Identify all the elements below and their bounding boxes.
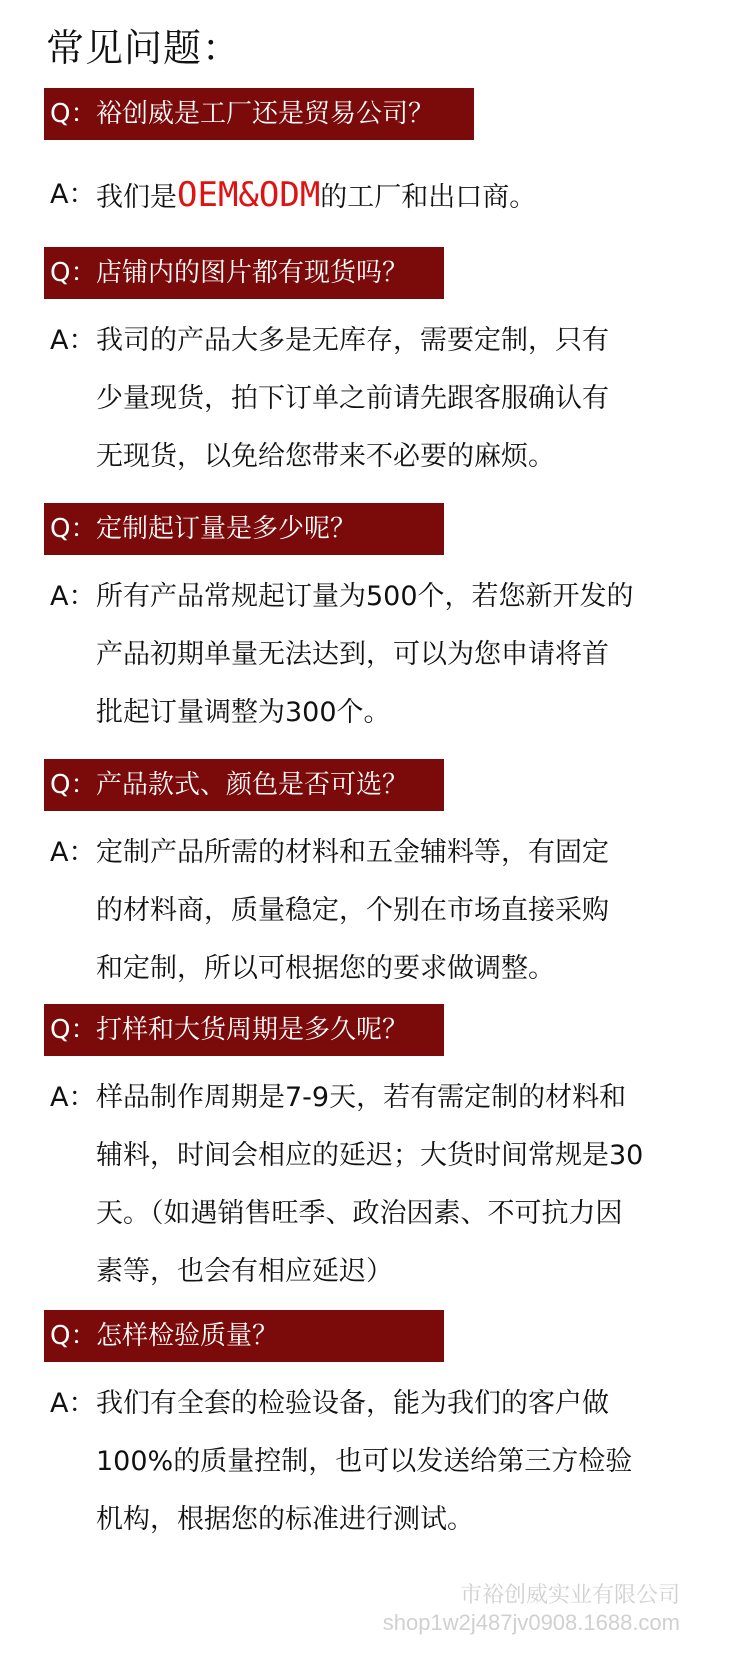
question-text: 店铺内的图片都有现货吗？ <box>96 258 409 288</box>
answer-line: 产品初期单量无法达到，可以为您申请将首 <box>96 639 609 670</box>
answer-line: 素等，也会有相应延迟） <box>96 1256 393 1287</box>
question-prefix: Q： <box>50 770 97 800</box>
answer-line <box>96 166 710 227</box>
answer-block-1 <box>50 166 710 227</box>
answer-text: 我们是 <box>96 182 177 213</box>
answer-prefix: A： <box>50 581 96 612</box>
question-bar-2 <box>44 247 444 299</box>
answer-line: 机构，根据您的标准进行测试。 <box>96 1504 474 1535</box>
answer-line: 我司的产品大多是无库存，需要定制，只有 <box>96 325 609 356</box>
question-prefix: Q： <box>50 514 97 544</box>
answer-line: 100%的质量控制，也可以发送给第三方检验 <box>96 1446 633 1477</box>
answer-block-6 <box>50 1375 710 1549</box>
question-prefix: Q： <box>50 1015 97 1045</box>
answer-line: 和定制，所以可根据您的要求做调整。 <box>96 953 555 984</box>
answer-line: 少量现货，拍下订单之前请先跟客服确认有 <box>96 383 609 414</box>
answer-block-5 <box>50 1069 710 1301</box>
answer-line: 的材料商，质量稳定，个别在市场直接采购 <box>96 895 609 926</box>
question-text: 打样和大货周期是多久呢？ <box>96 1015 409 1045</box>
answer-line: 批起订量调整为300个。 <box>96 697 391 728</box>
question-bar-4 <box>44 759 444 811</box>
question-text: 裕创威是工厂还是贸易公司？ <box>96 99 435 129</box>
question-bar-5 <box>44 1004 444 1056</box>
question-prefix: Q： <box>50 258 97 288</box>
answer-prefix: A： <box>50 1082 96 1113</box>
question-text: 怎样检验质量？ <box>96 1321 279 1351</box>
question-bar-6 <box>44 1310 444 1362</box>
answer-line: 所有产品常规起订量为500个，若您新开发的 <box>96 581 634 612</box>
answer-line: 样品制作周期是7-9天，若有需定制的材料和 <box>96 1082 627 1113</box>
watermark-company: 市裕创威实业有限公司 <box>459 1582 680 1607</box>
answer-block-2 <box>50 312 710 486</box>
question-bar-1 <box>44 88 474 140</box>
question-text: 产品款式、颜色是否可选？ <box>96 770 409 800</box>
answer-prefix: A： <box>50 179 96 210</box>
answer-prefix: A： <box>50 837 96 868</box>
answer-line: 我们有全套的检验设备，能为我们的客户做 <box>96 1388 609 1419</box>
answer-prefix: A： <box>50 325 96 356</box>
oem-odm-highlight: OEM&ODM <box>177 175 321 215</box>
answer-prefix: A： <box>50 1388 96 1419</box>
question-prefix: Q： <box>50 99 97 129</box>
question-prefix: Q： <box>50 1321 97 1351</box>
answer-line: 无现货，以免给您带来不必要的麻烦。 <box>96 441 555 472</box>
answer-line: 辅料，时间会相应的延迟；大货时间常规是30 <box>96 1140 644 1171</box>
answer-block-3 <box>50 568 710 742</box>
answer-line: 天。（如遇销售旺季、政治因素、不可抗力因 <box>96 1198 623 1229</box>
question-bar-3 <box>44 503 444 555</box>
page-title: 常见问题： <box>46 26 242 70</box>
watermark-url: shop1w2j487jv0908.1688.com <box>382 1610 680 1635</box>
answer-line: 定制产品所需的材料和五金辅料等，有固定 <box>96 837 609 868</box>
question-text: 定制起订量是多少呢？ <box>96 514 357 544</box>
answer-text: 的工厂和出口商。 <box>320 182 537 213</box>
answer-block-4 <box>50 824 710 998</box>
